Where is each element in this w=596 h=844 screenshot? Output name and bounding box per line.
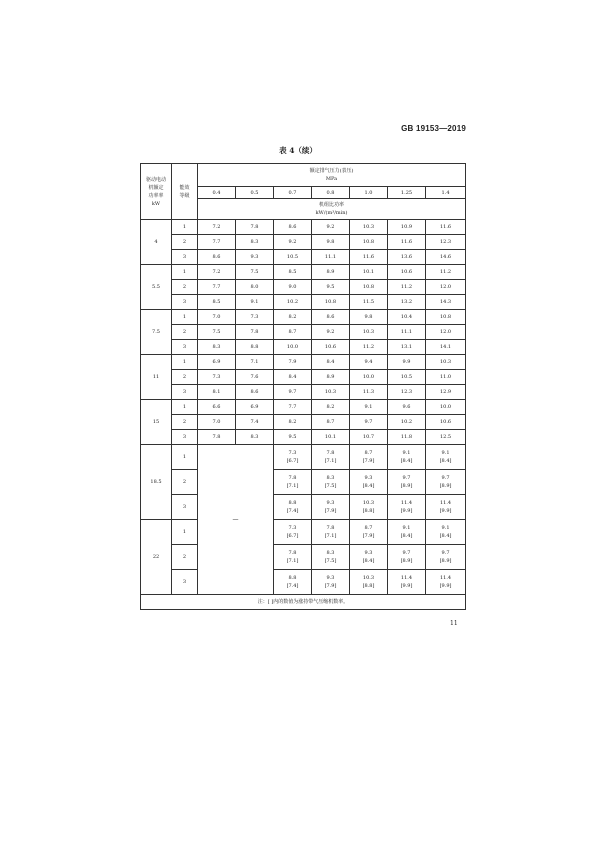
grade-cell: 1 (172, 445, 198, 470)
value-bracket: [7.5] (324, 483, 337, 489)
value-cell (426, 570, 466, 595)
value-cell: 11.8 (388, 430, 426, 445)
value-bracket: [8.4] (439, 533, 452, 539)
value-cell: 9.3 (236, 250, 274, 265)
grade-cell: 3 (172, 250, 198, 265)
value-cell: 7.1 (236, 355, 274, 370)
grade-cell: 3 (172, 340, 198, 355)
grade-header-line: 能效 (179, 184, 190, 191)
value-cell: 10.5 (274, 250, 312, 265)
value-main: 9.7 (402, 550, 411, 556)
table-row (141, 470, 466, 495)
table-row (141, 370, 466, 385)
value-cell: 12.3 (426, 235, 466, 250)
value-cell: 7.5 (236, 265, 274, 280)
value-cell (350, 495, 388, 520)
grade-cell: 2 (172, 325, 198, 340)
table-row (141, 220, 466, 235)
value-cell: 8.7 (274, 325, 312, 340)
value-cell: 9.2 (274, 235, 312, 250)
table-note: 注：[ ]内的数值为涨持带气压缩机数率。 (141, 595, 466, 610)
value-main: 8.7 (364, 525, 373, 531)
value-cell: 9.4 (350, 355, 388, 370)
pressure-value: 0.4 (198, 187, 236, 199)
value-cell: 8.7 (312, 415, 350, 430)
value-cell: 8.6 (198, 250, 236, 265)
value-main: 7.8 (288, 475, 297, 481)
table-row (141, 250, 466, 265)
value-cell (426, 495, 466, 520)
value-cell (426, 445, 466, 470)
value-cell (312, 445, 350, 470)
value-cell: 7.3 (236, 310, 274, 325)
value-cell: 9.2 (312, 220, 350, 235)
ratio-header (198, 199, 466, 220)
table-row (141, 415, 466, 430)
table-row (141, 295, 466, 310)
pressure-value: 0.5 (236, 187, 274, 199)
value-cell: 11.5 (350, 295, 388, 310)
value-cell: 10.1 (312, 430, 350, 445)
grade-column-header (172, 164, 198, 220)
power-header-line: kW (151, 200, 161, 207)
value-cell (388, 495, 426, 520)
grade-cell: 2 (172, 415, 198, 430)
table-row (141, 545, 466, 570)
value-cell (312, 470, 350, 495)
value-cell: 12.0 (426, 325, 466, 340)
value-cell: 7.7 (198, 235, 236, 250)
value-cell (274, 520, 312, 545)
value-bracket: [8.4] (362, 483, 375, 489)
value-cell: 8.9 (312, 370, 350, 385)
value-cell: 10.3 (312, 385, 350, 400)
grade-cell: 2 (172, 545, 198, 570)
value-cell: 9.5 (312, 280, 350, 295)
value-main: 8.8 (288, 500, 297, 506)
value-cell: 9.5 (274, 430, 312, 445)
value-cell: 7.8 (236, 325, 274, 340)
pressure-header-line: MPa (325, 176, 338, 182)
value-cell: 10.4 (388, 310, 426, 325)
value-cell: 8.3 (236, 430, 274, 445)
value-main: 9.1 (441, 450, 450, 456)
value-cell: 13.2 (388, 295, 426, 310)
not-applicable-cell: — (198, 445, 274, 595)
value-bracket: [8.8] (362, 583, 375, 589)
value-main: 11.4 (439, 575, 452, 581)
value-bracket: [8.4] (400, 533, 413, 539)
page-number: 11 (450, 620, 458, 627)
power-header-line: 功率率 (148, 192, 164, 199)
value-cell: 8.4 (312, 355, 350, 370)
pressure-value: 0.7 (274, 187, 312, 199)
value-cell: 7.5 (198, 325, 236, 340)
value-cell (388, 570, 426, 595)
grade-cell: 1 (172, 265, 198, 280)
value-cell (312, 570, 350, 595)
value-cell: 6.9 (198, 355, 236, 370)
value-bracket: [9.9] (400, 583, 413, 589)
table-row (141, 325, 466, 340)
value-cell: 8.8 (236, 340, 274, 355)
value-bracket: [6.7] (286, 458, 299, 464)
value-cell: 9.7 (350, 415, 388, 430)
value-bracket: [7.1] (324, 458, 337, 464)
value-cell: 10.8 (350, 280, 388, 295)
value-cell: 8.5 (274, 265, 312, 280)
table-row (141, 340, 466, 355)
value-main: 8.3 (326, 550, 335, 556)
value-cell: 8.9 (312, 265, 350, 280)
value-cell: 10.0 (274, 340, 312, 355)
value-cell: 10.3 (350, 220, 388, 235)
value-cell: 8.3 (236, 235, 274, 250)
standard-number: GB 19153—2019 (401, 124, 466, 133)
value-main: 9.3 (326, 500, 335, 506)
grade-cell: 1 (172, 355, 198, 370)
pressure-header-line: 额定排气压力(表压) (309, 168, 354, 174)
value-bracket: [7.9] (362, 458, 375, 464)
power-column-header (141, 164, 172, 220)
value-cell: 10.6 (312, 340, 350, 355)
grade-cell: 3 (172, 570, 198, 595)
value-cell (274, 570, 312, 595)
value-cell: 11.6 (350, 250, 388, 265)
value-cell: 10.2 (388, 415, 426, 430)
efficiency-table (140, 163, 466, 610)
value-cell: 11.2 (388, 280, 426, 295)
table-row (141, 355, 466, 370)
value-cell: 9.1 (236, 295, 274, 310)
value-cell: 11.6 (426, 220, 466, 235)
value-cell: 12.0 (426, 280, 466, 295)
value-main: 8.3 (326, 475, 335, 481)
power-cell: 7.5 (141, 310, 172, 355)
value-cell: 9.1 (350, 400, 388, 415)
value-bracket: [8.9] (439, 483, 452, 489)
value-cell: 8.4 (274, 370, 312, 385)
value-cell (274, 470, 312, 495)
value-cell: 10.3 (350, 325, 388, 340)
power-header-line: 驱动电动 (145, 176, 166, 183)
grade-header-line: 等级 (179, 192, 190, 199)
value-main: 9.1 (402, 525, 411, 531)
value-cell: 7.0 (198, 415, 236, 430)
power-cell: 4 (141, 220, 172, 265)
value-cell: 11.2 (350, 340, 388, 355)
value-cell: 7.3 (198, 370, 236, 385)
value-cell (350, 445, 388, 470)
value-cell: 14.1 (426, 340, 466, 355)
value-cell (388, 520, 426, 545)
value-main: 11.4 (400, 575, 413, 581)
value-cell (388, 445, 426, 470)
table-row (141, 265, 466, 280)
value-cell (426, 545, 466, 570)
pressure-value: 1.4 (426, 187, 466, 199)
value-main: 7.8 (288, 550, 297, 556)
value-bracket: [9.9] (400, 508, 413, 514)
value-cell (388, 545, 426, 570)
power-cell: 11 (141, 355, 172, 400)
value-bracket: [8.4] (400, 458, 413, 464)
value-main: 9.7 (441, 475, 450, 481)
value-cell (426, 470, 466, 495)
value-cell (388, 470, 426, 495)
grade-cell: 3 (172, 430, 198, 445)
value-main: 10.3 (362, 500, 375, 506)
value-main: 10.3 (362, 575, 375, 581)
grade-cell: 1 (172, 520, 198, 545)
grade-cell: 1 (172, 310, 198, 325)
value-cell: 11.2 (426, 265, 466, 280)
value-cell: 9.8 (312, 235, 350, 250)
table-row (141, 235, 466, 250)
value-cell: 11.0 (426, 370, 466, 385)
value-cell: 13.1 (388, 340, 426, 355)
value-main: 7.8 (326, 525, 335, 531)
value-cell: 7.0 (198, 310, 236, 325)
value-cell: 12.5 (426, 430, 466, 445)
value-bracket: [7.4] (286, 508, 299, 514)
value-cell: 10.8 (426, 310, 466, 325)
value-bracket: [7.9] (324, 583, 337, 589)
value-cell: 13.6 (388, 250, 426, 265)
power-cell: 5.5 (141, 265, 172, 310)
pressure-value: 1.0 (350, 187, 388, 199)
value-cell: 10.0 (426, 400, 466, 415)
value-cell: 8.0 (236, 280, 274, 295)
value-cell: 7.8 (198, 430, 236, 445)
table-title: 表 4（续） (279, 146, 317, 155)
value-cell: 8.1 (198, 385, 236, 400)
value-cell: 6.6 (198, 400, 236, 415)
value-bracket: [9.9] (439, 508, 452, 514)
value-main: 9.3 (364, 475, 373, 481)
value-main: 11.4 (400, 500, 413, 506)
value-cell: 10.0 (350, 370, 388, 385)
value-cell: 11.1 (388, 325, 426, 340)
value-bracket: [7.9] (362, 533, 375, 539)
table-row (141, 385, 466, 400)
power-header-line: 机额定 (148, 184, 164, 191)
value-main: 7.8 (326, 450, 335, 456)
value-cell (274, 445, 312, 470)
grade-cell: 3 (172, 385, 198, 400)
value-cell (426, 520, 466, 545)
value-cell: 9.8 (350, 310, 388, 325)
value-cell: 7.4 (236, 415, 274, 430)
value-main: 9.1 (402, 450, 411, 456)
value-cell: 6.9 (236, 400, 274, 415)
value-cell (350, 570, 388, 595)
value-bracket: [8.8] (362, 508, 375, 514)
grade-cell: 1 (172, 220, 198, 235)
value-cell: 9.2 (312, 325, 350, 340)
grade-cell: 2 (172, 280, 198, 295)
power-cell: 15 (141, 400, 172, 445)
table-row (141, 570, 466, 595)
value-cell: 11.1 (312, 250, 350, 265)
value-cell: 9.6 (388, 400, 426, 415)
power-cell: 22 (141, 520, 172, 595)
value-bracket: [9.9] (439, 583, 452, 589)
value-cell: 14.6 (426, 250, 466, 265)
value-cell: 8.6 (312, 310, 350, 325)
value-cell (312, 495, 350, 520)
value-cell: 10.6 (426, 415, 466, 430)
value-bracket: [7.1] (286, 558, 299, 564)
power-cell: 18.5 (141, 445, 172, 520)
value-main: 9.3 (364, 550, 373, 556)
value-main: 8.8 (288, 575, 297, 581)
value-cell: 7.2 (198, 265, 236, 280)
value-bracket: [8.9] (439, 558, 452, 564)
note-row (141, 595, 466, 610)
table-row (141, 280, 466, 295)
table-row (141, 430, 466, 445)
grade-cell: 3 (172, 295, 198, 310)
value-cell: 10.7 (350, 430, 388, 445)
value-cell: 8.2 (274, 415, 312, 430)
value-cell (350, 545, 388, 570)
value-cell (350, 520, 388, 545)
value-cell (312, 545, 350, 570)
value-cell: 7.7 (274, 400, 312, 415)
value-bracket: [8.4] (362, 558, 375, 564)
value-cell: 10.6 (388, 265, 426, 280)
value-main: 7.3 (288, 450, 297, 456)
value-cell: 8.5 (198, 295, 236, 310)
value-cell: 7.9 (274, 355, 312, 370)
value-bracket: [7.5] (324, 558, 337, 564)
value-bracket: [7.1] (324, 533, 337, 539)
value-bracket: [7.1] (286, 483, 299, 489)
value-main: 8.7 (364, 450, 373, 456)
value-main: 9.7 (402, 475, 411, 481)
ratio-header-line: kW/(m³/min) (315, 210, 348, 216)
value-cell: 10.3 (426, 355, 466, 370)
value-cell: 10.8 (312, 295, 350, 310)
grade-cell: 2 (172, 370, 198, 385)
pressure-value: 1.25 (388, 187, 426, 199)
value-cell: 8.2 (274, 310, 312, 325)
value-cell: 9.0 (274, 280, 312, 295)
table-row (141, 400, 466, 415)
value-cell: 12.9 (426, 385, 466, 400)
value-main: 9.1 (441, 525, 450, 531)
value-cell: 9.7 (274, 385, 312, 400)
value-cell (274, 495, 312, 520)
value-bracket: [8.9] (400, 558, 413, 564)
table-row (141, 445, 466, 470)
table-row (141, 310, 466, 325)
grade-cell: 1 (172, 400, 198, 415)
value-cell: 7.6 (236, 370, 274, 385)
value-bracket: [7.9] (324, 508, 337, 514)
value-main: 9.3 (326, 575, 335, 581)
value-cell: 9.9 (388, 355, 426, 370)
pressure-value: 0.8 (312, 187, 350, 199)
value-bracket: [6.7] (286, 533, 299, 539)
value-cell (312, 520, 350, 545)
value-cell: 7.7 (198, 280, 236, 295)
value-main: 11.4 (439, 500, 452, 506)
value-cell: 10.5 (388, 370, 426, 385)
value-cell: 8.3 (198, 340, 236, 355)
value-cell: 10.1 (350, 265, 388, 280)
value-bracket: [8.9] (400, 483, 413, 489)
value-cell: 7.8 (236, 220, 274, 235)
ratio-header-line: 机组比功率 (319, 202, 345, 208)
value-cell: 8.6 (236, 385, 274, 400)
value-cell: 8.2 (312, 400, 350, 415)
grade-cell: 2 (172, 470, 198, 495)
grade-cell: 3 (172, 495, 198, 520)
value-bracket: [7.4] (286, 583, 299, 589)
value-main: 7.3 (288, 525, 297, 531)
pressure-header (198, 164, 466, 187)
value-cell: 11.3 (350, 385, 388, 400)
value-main: 9.7 (441, 550, 450, 556)
value-bracket: [8.4] (439, 458, 452, 464)
value-cell (350, 470, 388, 495)
value-cell (274, 545, 312, 570)
value-cell: 7.2 (198, 220, 236, 235)
table-row (141, 495, 466, 520)
value-cell: 10.9 (388, 220, 426, 235)
value-cell: 10.8 (350, 235, 388, 250)
grade-cell: 2 (172, 235, 198, 250)
value-cell: 14.3 (426, 295, 466, 310)
value-cell: 12.3 (388, 385, 426, 400)
value-cell: 8.6 (274, 220, 312, 235)
value-cell: 11.6 (388, 235, 426, 250)
value-cell: 10.2 (274, 295, 312, 310)
table-row (141, 520, 466, 545)
